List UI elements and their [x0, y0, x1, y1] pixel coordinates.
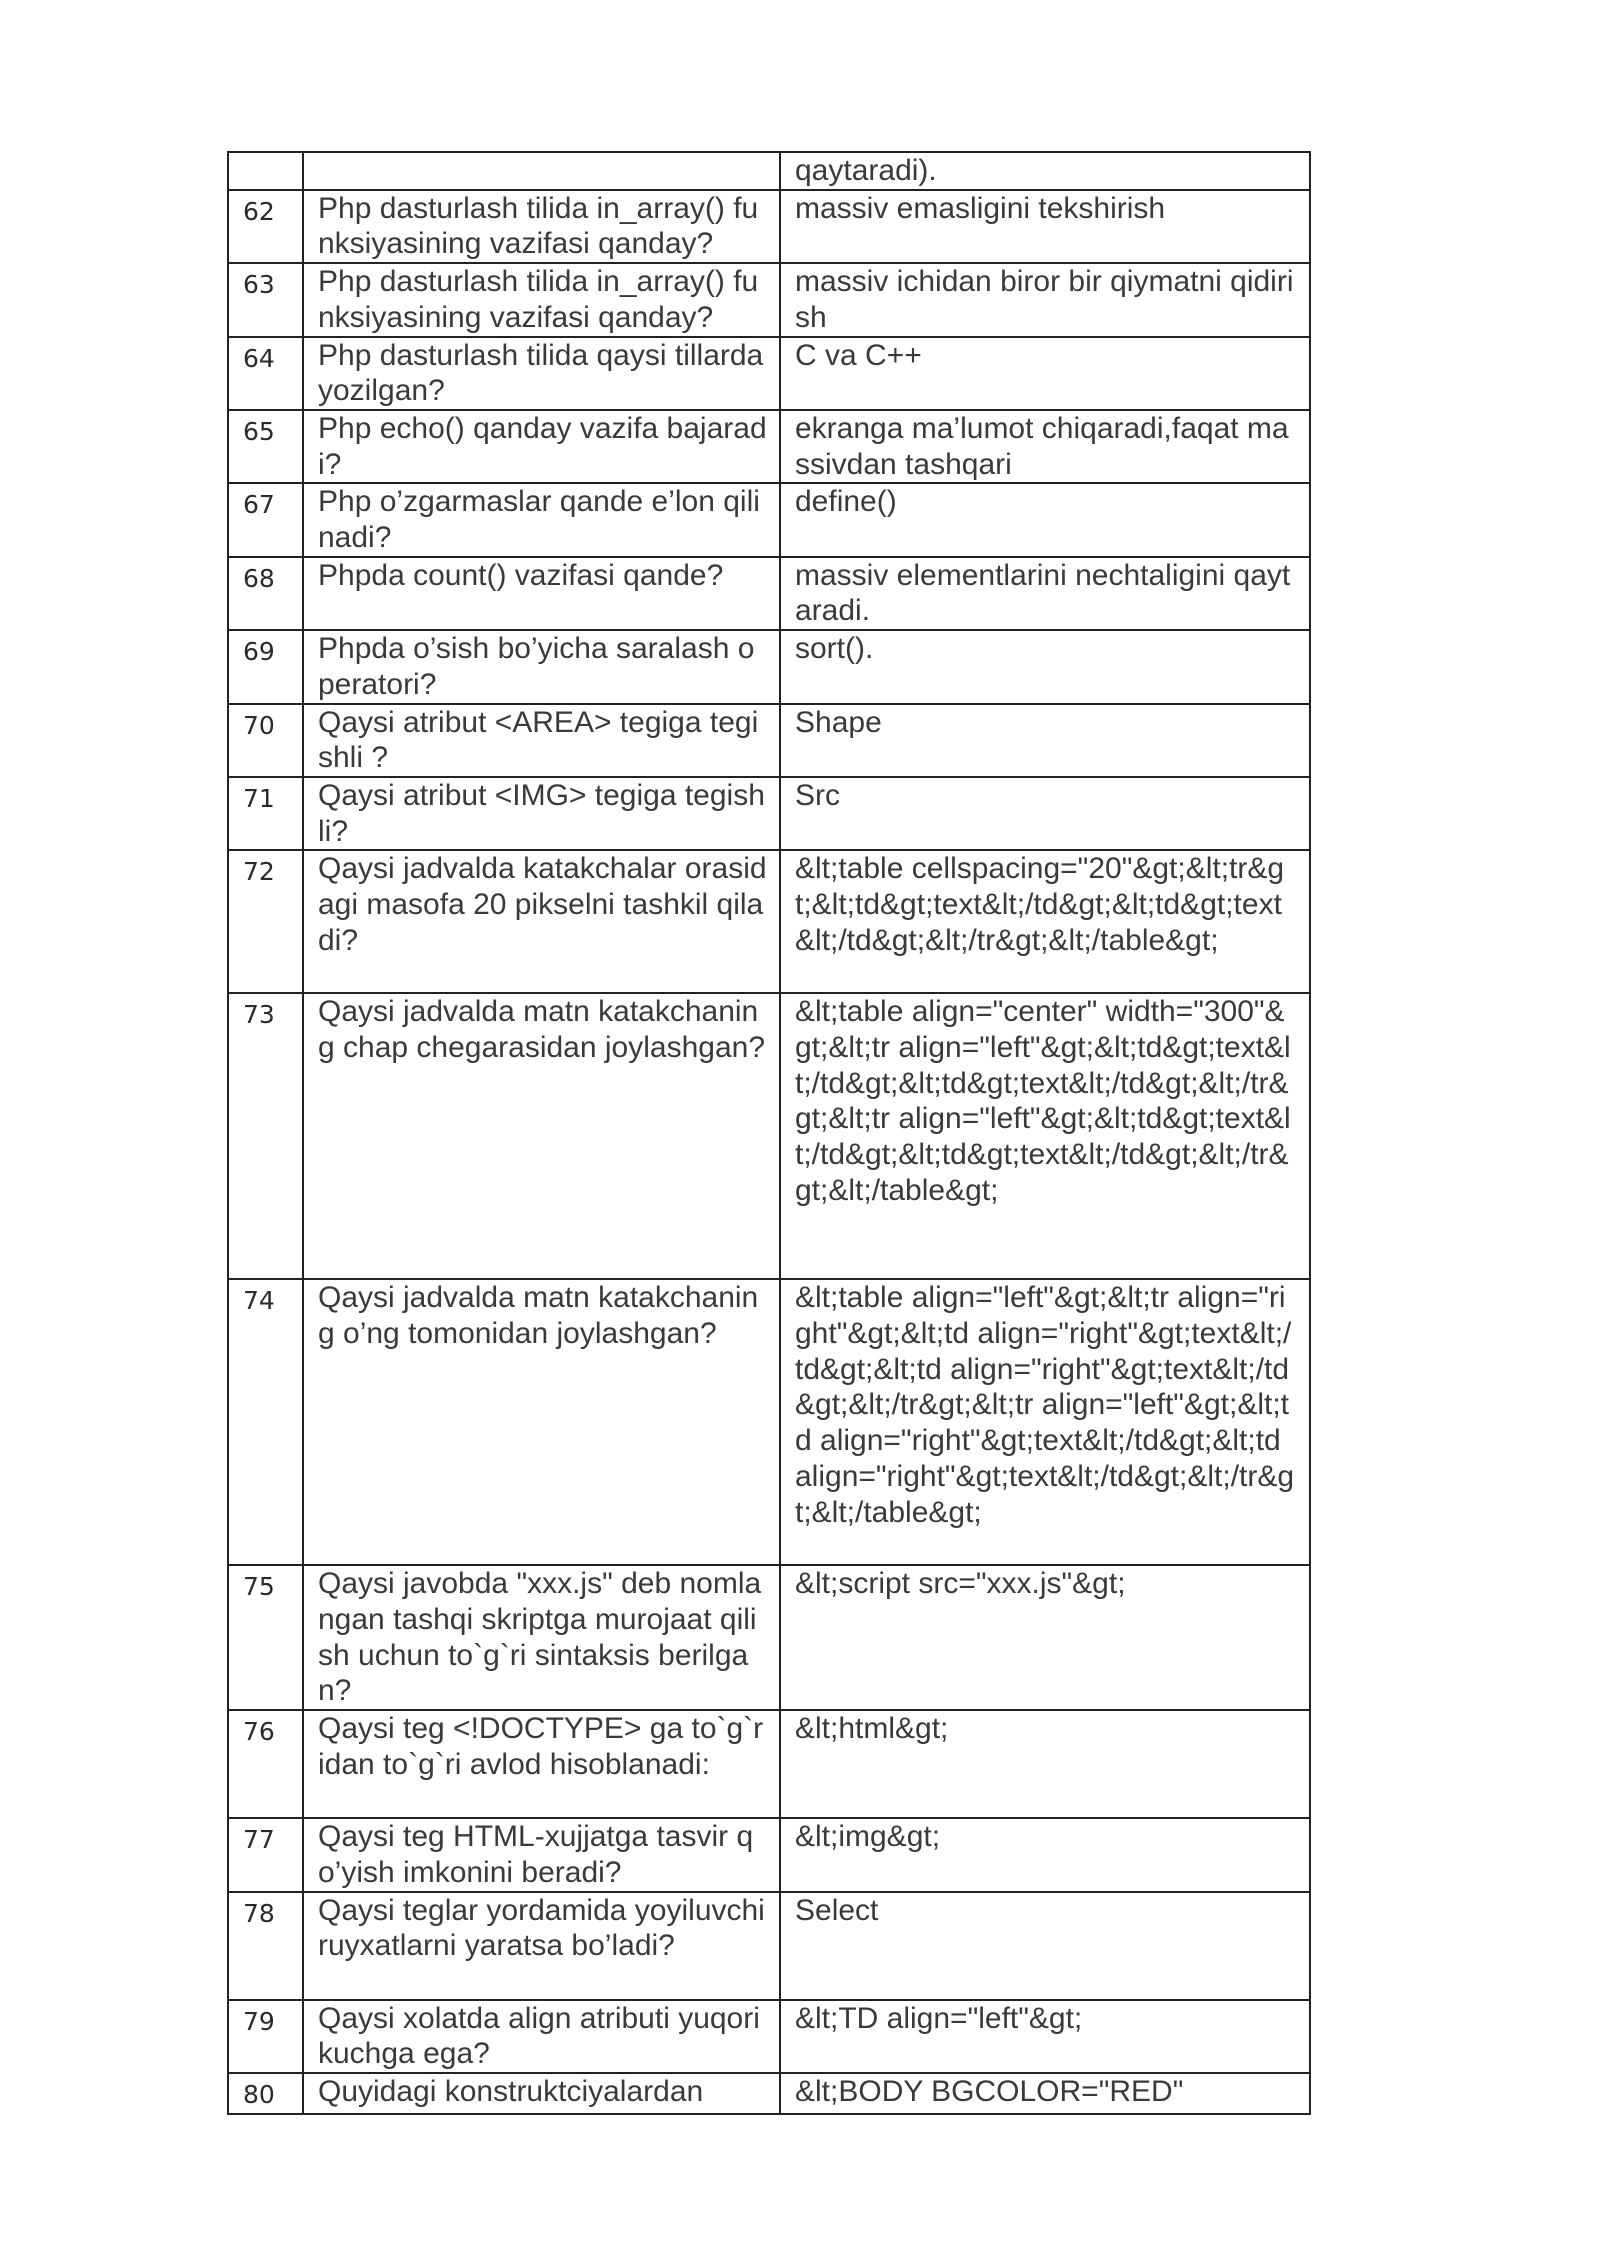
table-row	[228, 850, 1310, 993]
question-cell: Quyidagi konstruktciyalardan	[303, 2073, 780, 2114]
answer-cell: &lt;table align="center" width="300"&gt;&lt;tr align="left"&gt;&lt;td&gt;text&lt;/td&gt;&lt;td&gt;text&lt;/td&gt;&lt;/tr&gt;&lt;tr align="left"&gt;&lt;td&gt;text&lt;/td&gt;&lt;td&gt;text&lt;/td&gt;&lt;/tr&gt;&lt;/table&gt;	[780, 993, 1310, 1279]
question-cell: Php o’zgarmaslar qande e’lon qilinadi?	[303, 483, 780, 556]
answer-cell: ekranga ma’lumot chiqaradi,faqat massivdan tashqari	[780, 410, 1310, 483]
table-row	[228, 704, 1310, 777]
question-cell: Qaysi xolatda align atributi yuqori kuchga ega?	[303, 2000, 780, 2073]
answer-cell: massiv ichidan biror bir qiymatni qidirish	[780, 263, 1310, 336]
row-number: 70	[228, 704, 303, 777]
table-row	[228, 1279, 1310, 1565]
row-number	[228, 152, 303, 190]
question-cell: Qaysi atribut <AREA> tegiga tegishli ?	[303, 704, 780, 777]
table-row	[228, 483, 1310, 556]
answer-cell: C va C++	[780, 337, 1310, 410]
row-number: 67	[228, 483, 303, 556]
row-number: 65	[228, 410, 303, 483]
table-row	[228, 1892, 1310, 2000]
answer-cell: Shape	[780, 704, 1310, 777]
table-row	[228, 2000, 1310, 2073]
answer-cell: &lt;html&gt;	[780, 1710, 1310, 1818]
row-number: 76	[228, 1710, 303, 1818]
answer-cell: Select	[780, 1892, 1310, 2000]
table-row	[228, 993, 1310, 1279]
row-number: 63	[228, 263, 303, 336]
row-number: 80	[228, 2073, 303, 2114]
table-row	[228, 152, 1310, 190]
question-cell: Qaysi javobda "xxx.js" deb nomlangan tashqi skriptga murojaat qilish uchun to`g`ri sintaksis berilgan?	[303, 1565, 780, 1710]
answer-cell: sort().	[780, 630, 1310, 703]
question-cell: Qaysi teglar yordamida yoyiluvchi ruyxatlarni yaratsa bo’ladi?	[303, 1892, 780, 2000]
answer-cell: define()	[780, 483, 1310, 556]
table-row	[228, 557, 1310, 630]
row-number: 79	[228, 2000, 303, 2073]
row-number: 75	[228, 1565, 303, 1710]
question-cell: Qaysi teg <!DOCTYPE> ga to`g`ridan to`g`ri avlod hisoblanadi:	[303, 1710, 780, 1818]
table-row	[228, 2073, 1310, 2114]
row-number: 64	[228, 337, 303, 410]
table-row	[228, 1565, 1310, 1710]
row-number: 68	[228, 557, 303, 630]
row-number: 72	[228, 850, 303, 993]
answer-cell: qaytaradi).	[780, 152, 1310, 190]
answer-cell: &lt;BODY BGCOLOR="RED"	[780, 2073, 1310, 2114]
question-cell: Qaysi jadvalda matn katakchaning chap chegarasidan joylashgan?	[303, 993, 780, 1279]
answer-cell: &lt;script src="xxx.js"&gt;	[780, 1565, 1310, 1710]
answer-cell: &lt;table align="left"&gt;&lt;tr align="right"&gt;&lt;td align="right"&gt;text&lt;/td&gt;&lt;td align="right"&gt;text&lt;/td&gt;&lt;/tr&gt;&lt;tr align="left"&gt;&lt;td align="right"&gt;text&lt;/td&gt;&lt;td align="right"&gt;text&lt;/td&gt;&lt;/tr&gt;&lt;/table&gt;	[780, 1279, 1310, 1565]
question-cell: Phpda count() vazifasi qande?	[303, 557, 780, 630]
row-number: 74	[228, 1279, 303, 1565]
table-row	[228, 1710, 1310, 1818]
row-number: 62	[228, 190, 303, 263]
table-row	[228, 337, 1310, 410]
row-number: 69	[228, 630, 303, 703]
question-cell: Phpda o’sish bo’yicha saralash operatori?	[303, 630, 780, 703]
question-cell: Php dasturlash tilida qaysi tillarda yozilgan?	[303, 337, 780, 410]
answer-cell: &lt;img&gt;	[780, 1818, 1310, 1891]
row-number: 78	[228, 1892, 303, 2000]
question-cell: Php dasturlash tilida in_array() funksiyasining vazifasi qanday?	[303, 190, 780, 263]
table-row	[228, 410, 1310, 483]
answer-cell: massiv emasligini tekshirish	[780, 190, 1310, 263]
qa-table	[227, 151, 1311, 2115]
answer-cell: massiv elementlarini nechtaligini qaytaradi.	[780, 557, 1310, 630]
question-cell: Qaysi jadvalda matn katakchaning o’ng tomonidan joylashgan?	[303, 1279, 780, 1565]
table-row	[228, 263, 1310, 336]
question-cell: Qaysi jadvalda katakchalar orasidagi masofa 20 pikselni tashkil qiladi?	[303, 850, 780, 993]
answer-cell: Src	[780, 777, 1310, 850]
answer-cell: &lt;TD align="left"&gt;	[780, 2000, 1310, 2073]
question-cell: Qaysi atribut <IMG> tegiga tegishli?	[303, 777, 780, 850]
question-cell: Php echo() qanday vazifa bajaradi?	[303, 410, 780, 483]
table-row	[228, 190, 1310, 263]
question-cell: Php dasturlash tilida in_array() funksiyasining vazifasi qanday?	[303, 263, 780, 336]
row-number: 73	[228, 993, 303, 1279]
question-cell	[303, 152, 780, 190]
row-number: 77	[228, 1818, 303, 1891]
answer-cell: &lt;table cellspacing="20"&gt;&lt;tr&gt;&lt;td&gt;text&lt;/td&gt;&lt;td&gt;text&lt;/td&gt;&lt;/tr&gt;&lt;/table&gt;	[780, 850, 1310, 993]
table-row	[228, 1818, 1310, 1891]
table-row	[228, 630, 1310, 703]
question-cell: Qaysi teg HTML-xujjatga tasvir qo’yish imkonini beradi?	[303, 1818, 780, 1891]
row-number: 71	[228, 777, 303, 850]
table-row	[228, 777, 1310, 850]
